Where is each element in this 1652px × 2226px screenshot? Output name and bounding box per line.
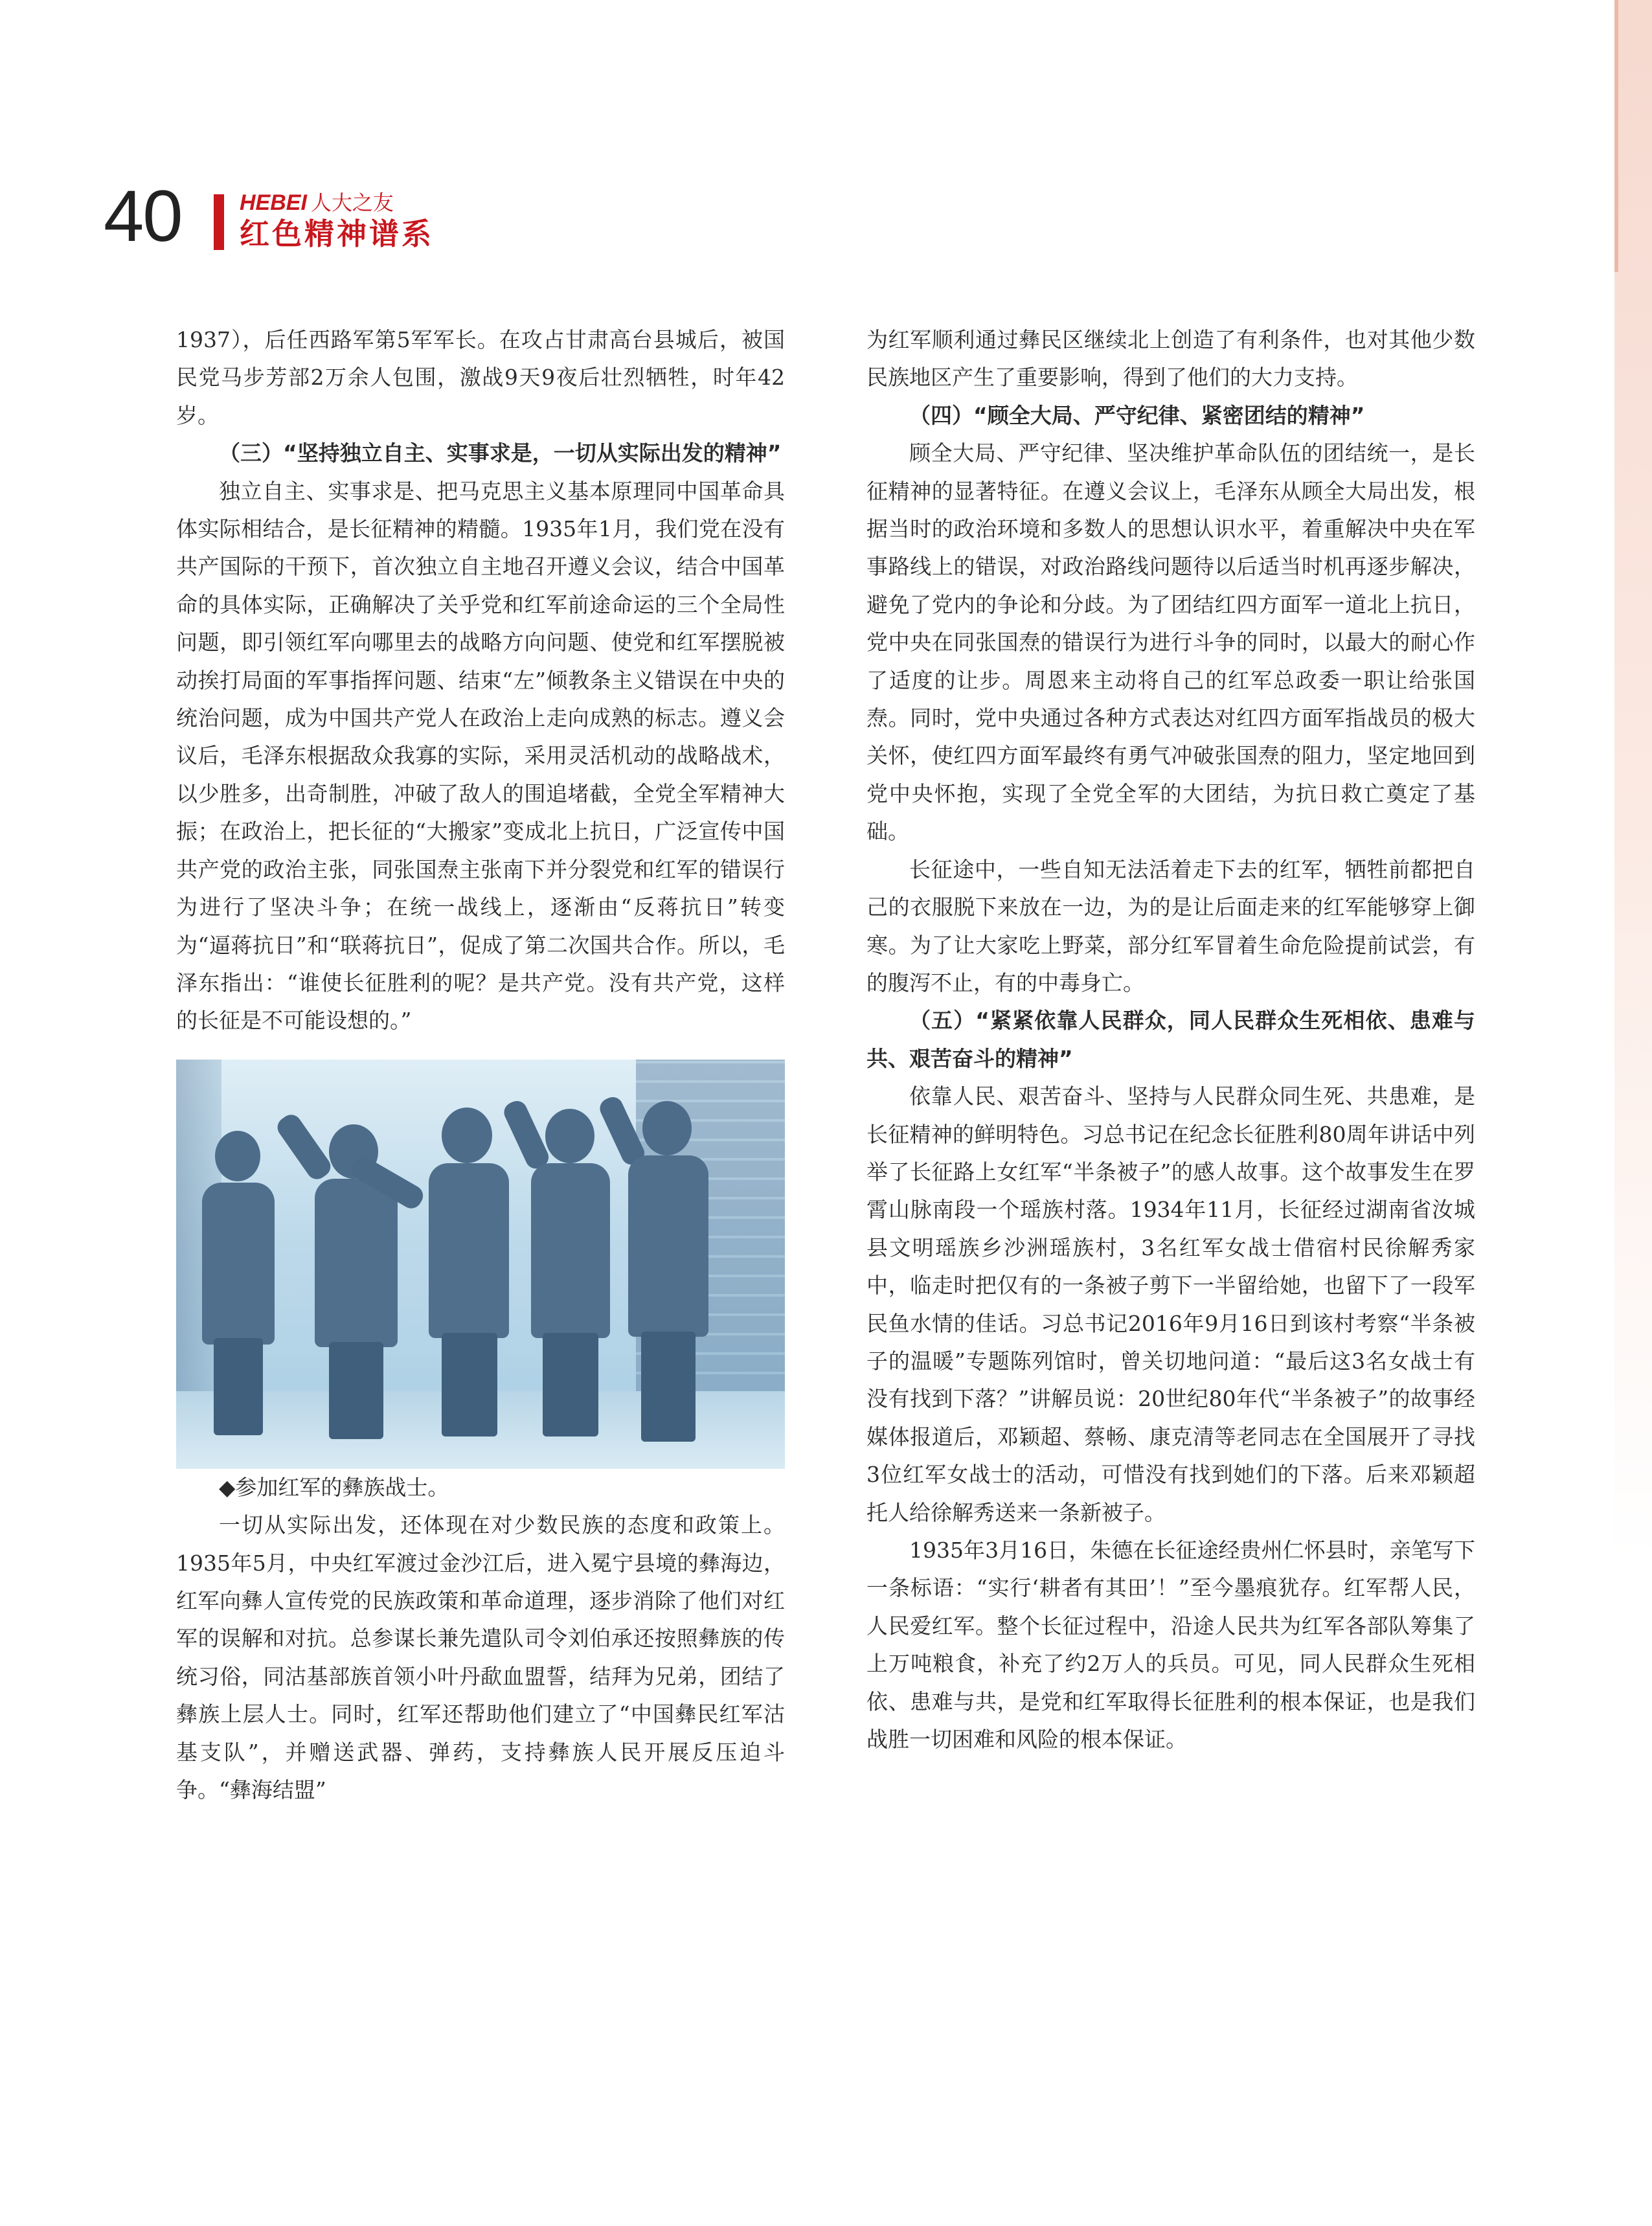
paragraph: 独立自主、实事求是、把马克思主义基本原理同中国革命具体实际相结合，是长征精神的精髓。1935年1月，我们党在没有共产国际的干预下，首次独立自主地召开遵义会议，结合中国革命的具体实际，正确解决了关乎党和红军前途命运的三个全局性问题，即引领红军向哪里去的战略方向问题、使党和红军摆脱被动挨打局面的军事指挥问题、结束“左”倾教条主义错误在中央的统治问题，成为中国共产党人在政治上走向成熟的标志。遵义会议后，毛泽东根据敌众我寡的实际，采用灵活机动的战略战术，以少胜多，出奇制胜，冲破了敌人的围追堵截，全党全军精神大振；在政治上，把长征的“大搬家”变成北上抗日，广泛宣传中国共产党的政治主张，同张国焘主张南下并分裂党和红军的错误行为进行了坚决斗争；在统一战线上，逐渐由“反蒋抗日”转变为“逼蒋抗日”和“联蒋抗日”，促成了第二次国共合作。所以，毛泽东指出：“谁使长征胜利的呢？是共产党。没有共产党，这样的长征是不可能设想的。” [176, 478, 785, 1034]
paragraph: 1935年3月16日，朱德在长征途经贵州仁怀县时，亲笔写下一条标语：“实行‘耕者有其田’！”至今墨痕犹存。红军帮人民，人民爱红军。整个长征过程中，沿途人民共为红军各部队筹集了上万吨粮食，补充了约2万人的兵员。可见，同人民群众生死相依、患难与共，是党和红军取得长征胜利的根本保证，也是我们战胜一切困难和风险的根本保证。 [866, 1538, 1475, 1753]
paragraph: 顾全大局、严守纪律、坚决维护革命队伍的团结统一，是长征精神的显著特征。在遵义会议上，毛泽东从顾全大局出发，根据当时的政治环境和多数人的思想认识水平，着重解决中央在军事路线上的错误，对政治路线问题待以后适当时机再逐步解决，避免了党内的争论和分歧。为了团结红四方面军一道北上抗日，党中央在同张国焘的错误行为进行斗争的同时，以最大的耐心作了适度的让步。周恩来主动将自己的红军总政委一职让给张国焘。同时，党中央通过各种方式表达对红四方面军指战员的极大关怀，使红四方面军最终有勇气冲破张国焘的阻力，坚定地回到党中央怀抱，实现了全党全军的大团结，为抗日救亡奠定了基础。 [866, 440, 1475, 845]
photo-caption: ◆参加红军的彝族战士。 [219, 1474, 449, 1500]
page-number: 40 [104, 176, 182, 256]
section-heading: （四）“顾全大局、严守纪律、紧密团结的精神” [909, 402, 1365, 428]
magazine-brand [240, 192, 394, 214]
left-column-text-top [176, 321, 785, 1040]
paragraph: 1937），后任西路军第5军军长。在攻占甘肃高台县城后，被国民党马步芳部2万余人包围，激战9天9夜后壮烈牺牲，时年42岁。 [176, 327, 785, 428]
brand-latin: HEBEI [240, 190, 307, 215]
paragraph: 长征途中，一些自知无法活着走下去的红军，牺牲前都把自己的衣服脱下来放在一边，为的是让后面走来的红军能够穿上御寒。为了让大家吃上野菜，部分红军冒着生命危险提前试尝，有的腹泻不止，有的中毒身亡。 [866, 856, 1475, 995]
section-heading: （三）“坚持独立自主、实事求是，一切从实际出发的精神” [219, 440, 782, 466]
paragraph: 一切从实际出发，还体现在对少数民族的态度和政策上。1935年5月，中央红军渡过金沙江后，进入冕宁县境的彝海边，红军向彝人宣传党的民族政策和革命道理，逐步消除了他们对红军的误解和对抗。总参谋长兼先遣队司令刘伯承还按照彝族的传统习俗，同沽基部族首领小叶丹歃血盟誓，结拜为兄弟，团结了彝族上层人士。同时，红军还帮助他们建立了“中国彝民红军沽基支队”，并赠送武器、弹药，支持彝族人民开展反压迫斗争。“彝海结盟” [176, 1512, 785, 1802]
page-edge-decoration [1614, 0, 1652, 2226]
section-title: 红色精神谱系 [240, 216, 434, 251]
right-column-text [866, 321, 1475, 1758]
right-column [866, 321, 1475, 1758]
brand-cn: 人大之友 [310, 191, 394, 214]
left-column-text-bottom [176, 1506, 785, 1809]
left-column [176, 321, 785, 1809]
historical-photo [176, 1060, 785, 1469]
header-accent-bar [214, 194, 224, 250]
paragraph: 为红军顺利通过彝民区继续北上创造了有利条件，也对其他少数民族地区产生了重要影响，得到了他们的大力支持。 [866, 327, 1475, 391]
section-heading: （五）“紧紧依靠人民群众，同人民群众生死相依、患难与共、艰苦奋斗的精神” [866, 1008, 1475, 1071]
paragraph: 依靠人民、艰苦奋斗、坚持与人民群众同生死、共患难，是长征精神的鲜明特色。习总书记在纪念长征胜利80周年讲话中列举了长征路上女红军“半条被子”的感人故事。这个故事发生在罗霄山脉南段一个瑶族村落。1934年11月，长征经过湖南省汝城县文明瑶族乡沙洲瑶族村，3名红军女战士借宿村民徐解秀家中，临走时把仅有的一条被子剪下一半留给她，也留下了一段军民鱼水情的佳话。习总书记2016年9月16日到该村考察“半条被子的温暖”专题陈列馆时，曾关切地问道：“最后这3名女战士有没有找到下落？”讲解员说：20世纪80年代“半条被子”的故事经媒体报道后，邓颖超、蔡畅、康克清等老同志在全国展开了寻找3位红军女战士的活动，可惜没有找到她们的下落。后来邓颖超托人给徐解秀送来一条新被子。 [866, 1084, 1475, 1525]
